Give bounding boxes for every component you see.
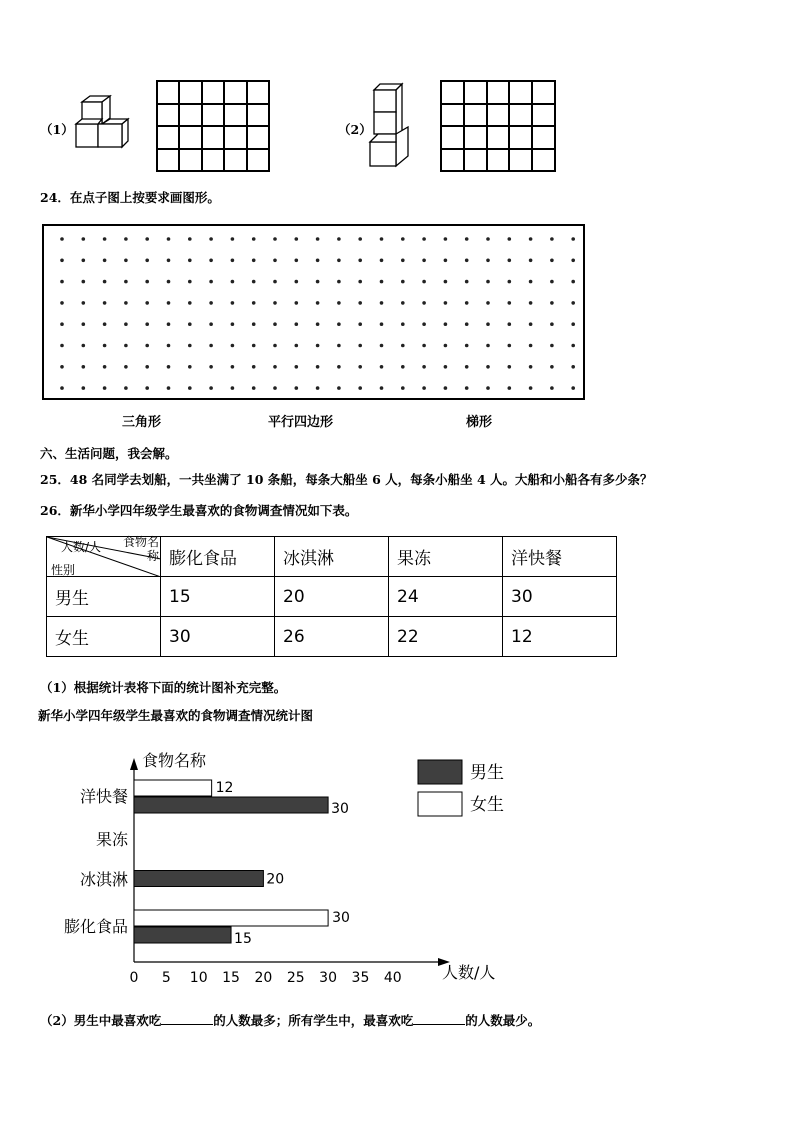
grid-dot <box>124 301 128 305</box>
table-cell: 26 <box>275 617 389 657</box>
grid-dot <box>550 259 554 263</box>
corner-bottom-label: 性别 <box>51 563 76 577</box>
grid-dot <box>529 344 533 348</box>
column-header: 冰淇淋 <box>275 537 389 577</box>
cube-figure-1 <box>72 94 132 158</box>
grid-dot <box>337 365 341 369</box>
question-24: 24．在点子图上按要求画图形。 <box>40 190 220 205</box>
x-tick-label: 30 <box>319 970 338 986</box>
grid-dot <box>167 365 171 369</box>
x-axis-label: 人数/人 <box>442 963 496 982</box>
grid-dot <box>401 386 405 390</box>
bar-chart <box>0 740 794 990</box>
grid-dot <box>380 280 384 284</box>
legend-label-female: 女生 <box>470 795 504 815</box>
grid-dot <box>167 344 171 348</box>
grid-dot <box>337 386 341 390</box>
bar-value-label: 15 <box>234 931 252 947</box>
y-axis-arrow <box>130 758 138 770</box>
grid-dot <box>571 322 575 326</box>
grid-dot <box>60 365 64 369</box>
grid-dot <box>316 344 320 348</box>
grid-dot <box>550 365 554 369</box>
grid-dot <box>252 344 256 348</box>
grid-dot <box>465 259 469 263</box>
grid-dot <box>401 301 405 305</box>
grid-dot <box>529 237 533 241</box>
grid-dot <box>422 280 426 284</box>
grid-dot <box>124 237 128 241</box>
grid-dot <box>103 301 107 305</box>
grid-dot <box>486 301 490 305</box>
grid-dot <box>358 386 362 390</box>
bar-value-label: 30 <box>332 910 350 926</box>
x-tick-label: 0 <box>129 970 139 986</box>
x-tick-label: 15 <box>222 970 240 986</box>
grid-dot <box>145 322 149 326</box>
grid-dot <box>486 344 490 348</box>
grid-dot <box>316 237 320 241</box>
grid-dot <box>550 344 554 348</box>
grid-dot <box>209 259 213 263</box>
grid-dot <box>337 259 341 263</box>
grid-dot <box>103 259 107 263</box>
grid-dot <box>188 386 192 390</box>
grid-dot <box>508 301 512 305</box>
grid-dot <box>188 301 192 305</box>
legend-label-male: 男生 <box>470 763 504 783</box>
table-row <box>47 577 617 617</box>
grid-dot <box>231 280 235 284</box>
grid-dot <box>295 386 299 390</box>
bar-female <box>134 780 212 796</box>
bar-value-label: 20 <box>266 871 285 888</box>
table-cell: 30 <box>161 617 275 657</box>
grid-dot <box>124 322 128 326</box>
bar-value-label: 12 <box>215 780 234 796</box>
dot-paper[interactable] <box>42 224 585 400</box>
grid-dot <box>231 259 235 263</box>
cube-figure-2 <box>366 82 414 172</box>
grid-dot <box>465 301 469 305</box>
grid-dot <box>380 259 384 263</box>
survey-table <box>46 536 617 657</box>
part-2-text-a: （2）男生中最喜欢吃 <box>40 1013 162 1028</box>
grid-dot <box>316 259 320 263</box>
grid-dot <box>380 344 384 348</box>
answer-blank-1[interactable] <box>161 1012 213 1025</box>
grid-dot <box>571 259 575 263</box>
grid-dot <box>124 259 128 263</box>
grid-dot <box>82 237 86 241</box>
column-header: 膨化食品 <box>161 537 275 577</box>
part-1-instruction: （1）根据统计表将下面的统计图补充完整。 <box>40 680 287 695</box>
grid-dot <box>60 259 64 263</box>
bar-female <box>134 910 328 926</box>
grid-dot <box>188 365 192 369</box>
grid-dot <box>209 344 213 348</box>
grid-dot <box>550 322 554 326</box>
grid-dot <box>316 322 320 326</box>
grid-dot <box>401 322 405 326</box>
answer-blank-2[interactable] <box>413 1012 465 1025</box>
x-tick-label: 25 <box>286 970 305 986</box>
grid-dot <box>145 237 149 241</box>
grid-dot <box>188 237 192 241</box>
grid-dot <box>465 344 469 348</box>
grid-dot <box>295 237 299 241</box>
grid-dot <box>209 237 213 241</box>
grid-dot <box>82 344 86 348</box>
grid-dot <box>252 365 256 369</box>
row-label: 女生 <box>47 617 161 657</box>
table-cell: 15 <box>161 577 275 617</box>
grid-dot <box>295 322 299 326</box>
grid-dot <box>571 280 575 284</box>
grid-dot <box>167 322 171 326</box>
grid-dot <box>82 322 86 326</box>
grid-dot <box>358 280 362 284</box>
grid-dot <box>167 280 171 284</box>
grid-dot <box>231 301 235 305</box>
grid-dot <box>529 259 533 263</box>
bar-male <box>134 871 263 887</box>
grid-dot <box>444 280 448 284</box>
column-header: 洋快餐 <box>503 537 617 577</box>
grid-dot <box>316 386 320 390</box>
grid-dot <box>145 301 149 305</box>
grid-dot <box>188 259 192 263</box>
grid-dot <box>82 259 86 263</box>
grid-dot <box>444 322 448 326</box>
category-label: 洋快餐 <box>79 787 128 806</box>
part-2-text-b: 的人数最多；所有学生中，最喜欢吃 <box>213 1013 414 1028</box>
grid-dot <box>508 280 512 284</box>
x-tick-label: 40 <box>383 970 402 986</box>
grid-dot <box>550 301 554 305</box>
figure-label-2: （2） <box>338 122 372 137</box>
grid-dot <box>273 365 277 369</box>
grid-dot <box>401 259 405 263</box>
grid-dot <box>486 322 490 326</box>
grid-dot <box>508 237 512 241</box>
grid-dot <box>103 322 107 326</box>
grid-dot <box>422 344 426 348</box>
grid-dot <box>188 344 192 348</box>
corner-right-label: 食物名称 <box>122 535 159 563</box>
grid-dot <box>60 386 64 390</box>
grid-dot <box>401 280 405 284</box>
grid-dot <box>188 322 192 326</box>
grid-dot <box>358 237 362 241</box>
grid-dot <box>444 237 448 241</box>
grid-dot <box>273 237 277 241</box>
grid-dot <box>316 280 320 284</box>
grid-dot <box>337 301 341 305</box>
grid-dot <box>145 344 149 348</box>
label-trapezoid: 梯形 <box>466 415 493 430</box>
grid-dot <box>571 386 575 390</box>
grid-dot <box>167 259 171 263</box>
square-grid-2 <box>440 80 556 172</box>
grid-dot <box>401 344 405 348</box>
grid-dot <box>508 365 512 369</box>
dot-grid <box>44 226 583 398</box>
grid-dot <box>529 301 533 305</box>
y-axis-label: 食物名称 <box>142 751 207 770</box>
grid-dot <box>337 280 341 284</box>
grid-dot <box>103 365 107 369</box>
grid-dot <box>337 237 341 241</box>
grid-dot <box>82 386 86 390</box>
grid-dot <box>295 301 299 305</box>
grid-dot <box>550 280 554 284</box>
grid-dot <box>60 237 64 241</box>
square-grid-1 <box>156 80 270 172</box>
grid-dot <box>231 365 235 369</box>
grid-dot <box>422 322 426 326</box>
x-tick-label: 20 <box>254 970 273 986</box>
grid-dot <box>124 386 128 390</box>
grid-dot <box>124 280 128 284</box>
figure-label-1: （1） <box>40 122 74 137</box>
grid-dot <box>571 344 575 348</box>
grid-dot <box>273 280 277 284</box>
grid-dot <box>295 259 299 263</box>
label-parallelogram: 平行四边形 <box>268 415 334 430</box>
grid-dot <box>145 365 149 369</box>
grid-dot <box>103 280 107 284</box>
category-label: 冰淇淋 <box>79 870 128 889</box>
grid-dot <box>465 322 469 326</box>
grid-dot <box>337 322 341 326</box>
row-label: 男生 <box>47 577 161 617</box>
grid-dot <box>486 259 490 263</box>
grid-dot <box>295 365 299 369</box>
grid-dot <box>316 365 320 369</box>
table-corner-cell <box>47 537 161 577</box>
grid-dot <box>358 344 362 348</box>
grid-dot <box>167 301 171 305</box>
chart-title: 新华小学四年级学生最喜欢的食物调查情况统计图 <box>38 708 314 723</box>
grid-dot <box>82 365 86 369</box>
grid-dot <box>273 301 277 305</box>
part-2-text-c: 的人数最少。 <box>465 1013 541 1028</box>
grid-dot <box>444 386 448 390</box>
grid-dot <box>508 344 512 348</box>
grid-dot <box>167 237 171 241</box>
section-heading: 六、生活问题，我会解。 <box>40 446 178 461</box>
grid-dot <box>209 322 213 326</box>
grid-dot <box>422 365 426 369</box>
column-header: 果冻 <box>389 537 503 577</box>
grid-dot <box>358 259 362 263</box>
grid-dot <box>444 365 448 369</box>
grid-dot <box>295 344 299 348</box>
bar-male <box>134 797 328 813</box>
grid-dot <box>145 386 149 390</box>
grid-dot <box>124 365 128 369</box>
grid-dot <box>231 237 235 241</box>
grid-dot <box>380 365 384 369</box>
grid-dot <box>422 259 426 263</box>
grid-dot <box>465 280 469 284</box>
grid-dot <box>401 237 405 241</box>
grid-dot <box>273 322 277 326</box>
grid-dot <box>231 322 235 326</box>
grid-dot <box>508 322 512 326</box>
x-tick-label: 10 <box>189 970 208 986</box>
grid-dot <box>486 365 490 369</box>
grid-dot <box>380 301 384 305</box>
grid-dot <box>529 365 533 369</box>
grid-dot <box>422 386 426 390</box>
grid-dot <box>444 344 448 348</box>
grid-dot <box>358 365 362 369</box>
table-cell: 12 <box>503 617 617 657</box>
grid-dot <box>231 386 235 390</box>
grid-dot <box>444 301 448 305</box>
grid-dot <box>337 344 341 348</box>
grid-dot <box>82 301 86 305</box>
grid-dot <box>465 386 469 390</box>
table-cell: 24 <box>389 577 503 617</box>
grid-dot <box>252 322 256 326</box>
bar-male <box>134 927 231 943</box>
grid-dot <box>529 386 533 390</box>
corner-top-label: 人数/人 <box>61 540 102 554</box>
grid-dot <box>60 322 64 326</box>
grid-dot <box>209 280 213 284</box>
bar-value-label: 30 <box>331 801 349 817</box>
grid-dot <box>252 237 256 241</box>
grid-dot <box>252 301 256 305</box>
grid-dot <box>508 386 512 390</box>
grid-dot <box>550 386 554 390</box>
grid-dot <box>252 386 256 390</box>
grid-dot <box>295 280 299 284</box>
legend-swatch-female <box>418 792 462 816</box>
grid-dot <box>508 259 512 263</box>
grid-dot <box>401 365 405 369</box>
grid-dot <box>60 301 64 305</box>
table-cell: 30 <box>503 577 617 617</box>
x-tick-label: 35 <box>351 970 370 986</box>
grid-dot <box>550 237 554 241</box>
legend-swatch-male <box>418 760 462 784</box>
grid-dot <box>380 322 384 326</box>
grid-dot <box>273 259 277 263</box>
grid-dot <box>209 386 213 390</box>
grid-dot <box>358 322 362 326</box>
grid-dot <box>167 386 171 390</box>
grid-dot <box>380 386 384 390</box>
grid-dot <box>252 259 256 263</box>
grid-dot <box>422 301 426 305</box>
grid-dot <box>103 386 107 390</box>
part-2-question <box>40 1011 540 1029</box>
grid-dot <box>486 280 490 284</box>
grid-dot <box>60 280 64 284</box>
x-tick-label: 5 <box>161 970 171 986</box>
grid-dot <box>571 365 575 369</box>
question-26: 26．新华小学四年级学生最喜欢的食物调查情况如下表。 <box>40 503 358 518</box>
grid-dot <box>231 344 235 348</box>
grid-dot <box>273 344 277 348</box>
grid-dot <box>60 344 64 348</box>
grid-dot <box>571 301 575 305</box>
grid-dot <box>209 301 213 305</box>
grid-dot <box>422 237 426 241</box>
grid-dot <box>252 280 256 284</box>
grid-dot <box>444 259 448 263</box>
grid-dot <box>358 301 362 305</box>
table-cell: 22 <box>389 617 503 657</box>
category-label: 果冻 <box>95 830 128 849</box>
category-label: 膨化食品 <box>63 917 128 936</box>
grid-dot <box>316 301 320 305</box>
grid-dot <box>529 280 533 284</box>
grid-dot <box>103 344 107 348</box>
label-triangle: 三角形 <box>122 415 162 430</box>
table-cell: 20 <box>275 577 389 617</box>
grid-dot <box>82 280 86 284</box>
grid-dot <box>273 386 277 390</box>
grid-dot <box>529 322 533 326</box>
grid-dot <box>145 259 149 263</box>
grid-dot <box>145 280 149 284</box>
grid-dot <box>465 365 469 369</box>
table-row <box>47 617 617 657</box>
question-25: 25．48 名同学去划船，一共坐满了 10 条船，每条大船坐 6 人，每条小船坐 4 人。大船和小船各有多少条？ <box>40 472 653 487</box>
grid-dot <box>380 237 384 241</box>
grid-dot <box>209 365 213 369</box>
grid-dot <box>571 237 575 241</box>
grid-dot <box>124 344 128 348</box>
grid-dot <box>188 280 192 284</box>
grid-dot <box>486 237 490 241</box>
grid-dot <box>465 237 469 241</box>
grid-dot <box>103 237 107 241</box>
grid-dot <box>486 386 490 390</box>
